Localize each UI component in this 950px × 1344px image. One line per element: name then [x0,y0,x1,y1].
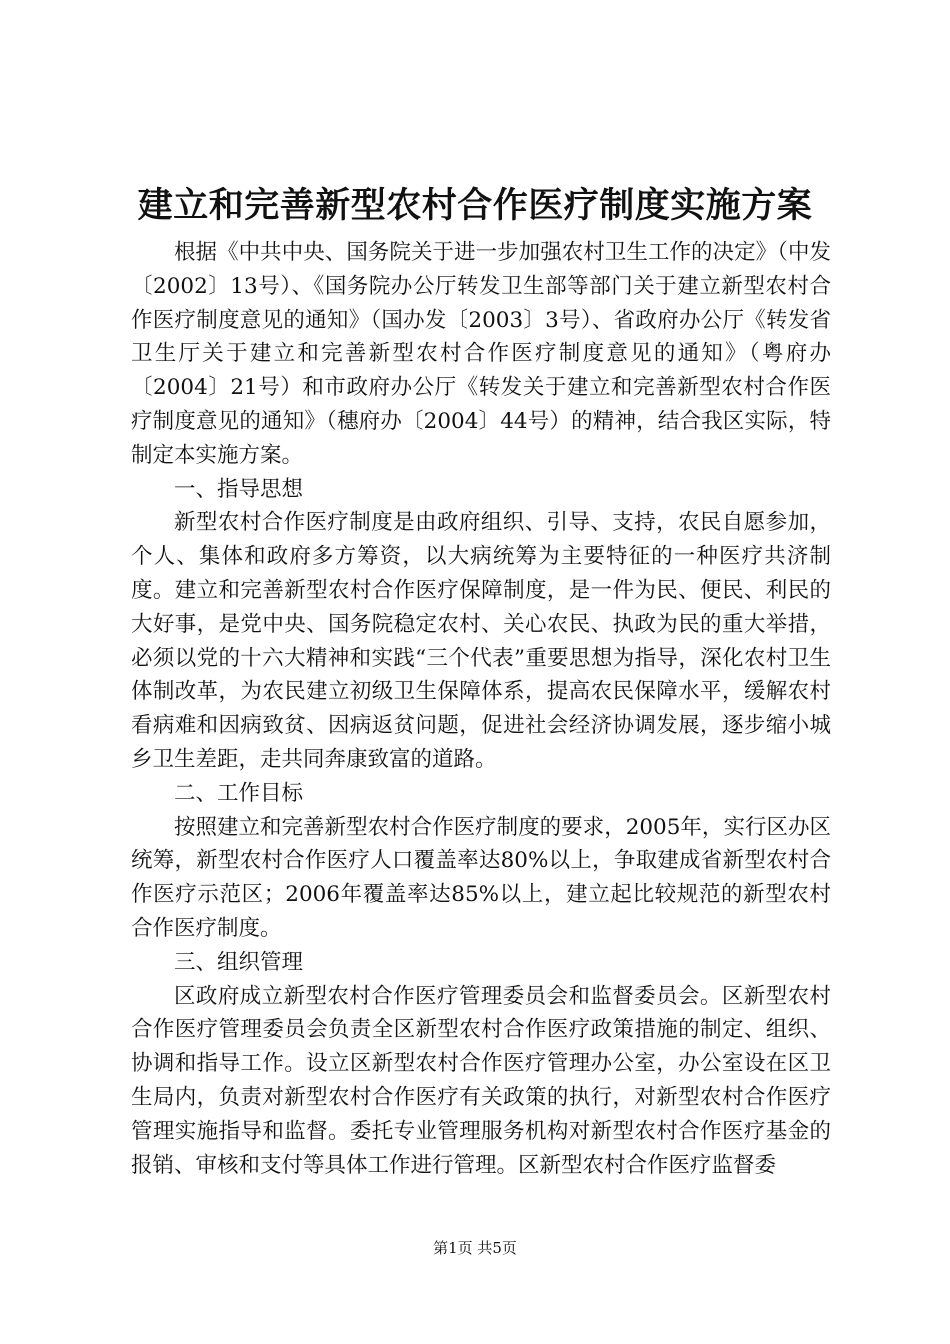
section-heading-organization: 三、组织管理 [174,949,304,975]
section-heading-guiding-ideology: 一、指导思想 [174,476,304,502]
section-heading-work-goals: 二、工作目标 [174,780,304,806]
paragraph-guiding-ideology: 新型农村合作医疗制度是由政府组织、引导、支持，农民自愿参加，个人、集体和政府多方筹资，以大病统筹为主要特征的一种医疗共济制度。建立和完善新型农村合作医疗保障制度，是一件为民、便民、利民的大好事，是党中央、国务院稳定农村、关心农民、执政为民的重大举措，必须以党的十六大精神和实践“三个代表”重要思想为指导，深化农村卫生体制改革，为农民建立初级卫生保障体系，提高农民保障水平，缓解农村看病难和因病致贫、因病返贫问题，促进社会经济协调发展，逐步缩小城乡卫生差距，走共同奔康致富的道路。 [131,510,831,772]
document-body [131,236,831,1182]
page-number-footer: 第1页 共5页 [433,1239,517,1257]
paragraph-intro: 根据《中共中央、国务院关于进一步加强农村卫生工作的决定》（中发〔2002〕13号）、《国务院办公厅转发卫生部等部门关于建立新型农村合作医疗制度意见的通知》（国办发〔2003〕3号）、省政府办公厅《转发省卫生厅关于建立和完善新型农村合作医疗制度意见的通知》（粤府办〔2004〕21号）和市政府办公厅《转发关于建立和完善新型农村合作医疗制度意见的通知》（穗府办〔2004〕44号）的精神，结合我区实际，特制定本实施方案。 [131,240,831,468]
paragraph-work-goals: 按照建立和完善新型农村合作医疗制度的要求，2005年，实行区办区统筹，新型农村合作医疗人口覆盖率达80%以上，争取建成省新型农村合作医疗示范区；2006年覆盖率达85%以上，建立起比较规范的新型农村合作医疗制度。 [131,814,831,941]
document-title: 建立和完善新型农村合作医疗制度实施方案 [137,186,813,226]
paragraph-organization: 区政府成立新型农村合作医疗管理委员会和监督委员会。区新型农村合作医疗管理委员会负责全区新型农村合作医疗政策措施的制定、组织、协调和指导工作。设立区新型农村合作医疗管理办公室，办公室设在区卫生局内，负责对新型农村合作医疗有关政策的执行，对新型农村合作医疗管理实施指导和监督。委托专业管理服务机构对新型农村合作医疗基金的报销、审核和支付等具体工作进行管理。区新型农村合作医疗监督委 [131,983,831,1178]
